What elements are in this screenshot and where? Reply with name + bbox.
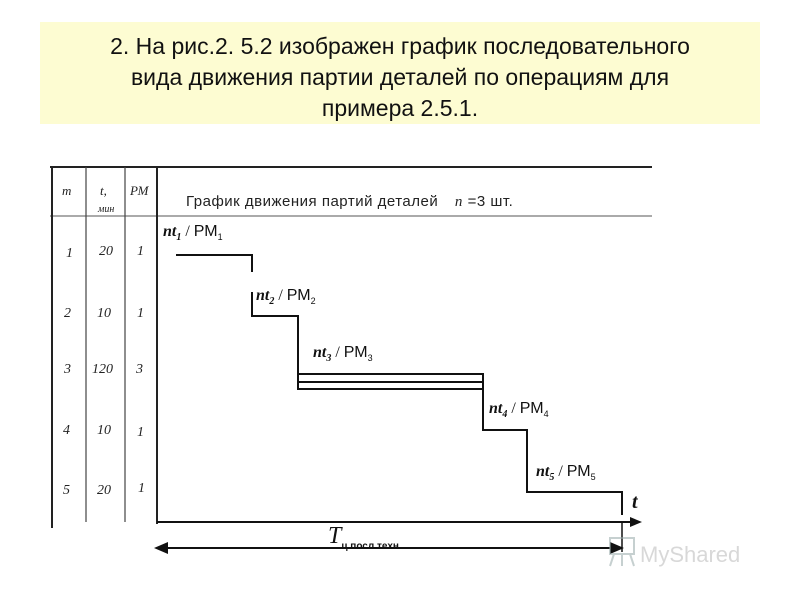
- table-row: [66, 244, 144, 261]
- watermark-logo: [610, 538, 740, 567]
- row-4-rm: 1: [137, 425, 144, 440]
- header-m: m: [62, 183, 72, 198]
- watermark-text: MyShared: [640, 542, 741, 567]
- step-5-nt: $nt_5 / РМ_5$: [536, 463, 596, 483]
- table-row: [63, 423, 144, 440]
- row-3-m: 3: [64, 362, 71, 377]
- header-rm: РМ: [130, 183, 149, 198]
- step-2-nt: $nt_2 / РМ_2$: [256, 287, 316, 307]
- time-axis-label: t: [632, 491, 638, 513]
- header-t: t,: [100, 183, 107, 198]
- row-4-t: 10: [97, 423, 111, 438]
- row-1-rm: 1: [137, 244, 144, 259]
- row-5-m: 5: [63, 483, 70, 498]
- row-2-rm: 1: [137, 306, 144, 321]
- operation-step-4: [483, 400, 549, 454]
- chart-title-n: n: [454, 194, 463, 210]
- row-2-m: 2: [64, 306, 71, 321]
- step-3-nt: $nt_3 / РМ_3$: [313, 344, 373, 364]
- header-t-unit: мин: [98, 204, 115, 215]
- operation-step-2: [252, 287, 316, 340]
- chart-title-n-value: =3 шт.: [467, 193, 514, 210]
- row-1-t: 20: [99, 244, 113, 259]
- table-row: [63, 362, 143, 377]
- step-1-bar: [176, 255, 252, 272]
- step-1-nt: $nt_1 / РМ_1$: [163, 223, 223, 243]
- cycle-time-label: $T_{ц.посл.техн}$: [328, 523, 399, 552]
- title-line-2: вида движения партии деталей по операциям для: [130, 64, 670, 90]
- step-1-slash: /: [181, 223, 194, 240]
- operation-step-5: [527, 454, 622, 515]
- title-line-1: 2. На рис.2. 5.2 изображен график последовательного: [110, 33, 690, 59]
- row-5-t: 20: [97, 483, 111, 498]
- row-3-t: 120: [92, 362, 113, 377]
- table-row: [64, 306, 144, 321]
- operation-step-1: [163, 223, 252, 272]
- table-row: [63, 481, 145, 498]
- title-line-3: примера 2.5.1.: [321, 95, 479, 121]
- row-3-rm: 3: [136, 362, 143, 377]
- time-axis-arrowhead: [630, 517, 642, 527]
- step-4-nt: $nt_4 / РМ_4$: [489, 400, 549, 420]
- operation-step-3: [298, 340, 483, 405]
- cycle-arrow-left: [154, 542, 168, 554]
- chart-title: [186, 193, 513, 210]
- row-2-t: 10: [97, 306, 111, 321]
- row-4-m: 4: [63, 423, 70, 438]
- row-1-m: 1: [66, 246, 73, 261]
- row-5-rm: 1: [138, 481, 145, 496]
- chart-title-text: График движения партий деталей: [186, 193, 439, 210]
